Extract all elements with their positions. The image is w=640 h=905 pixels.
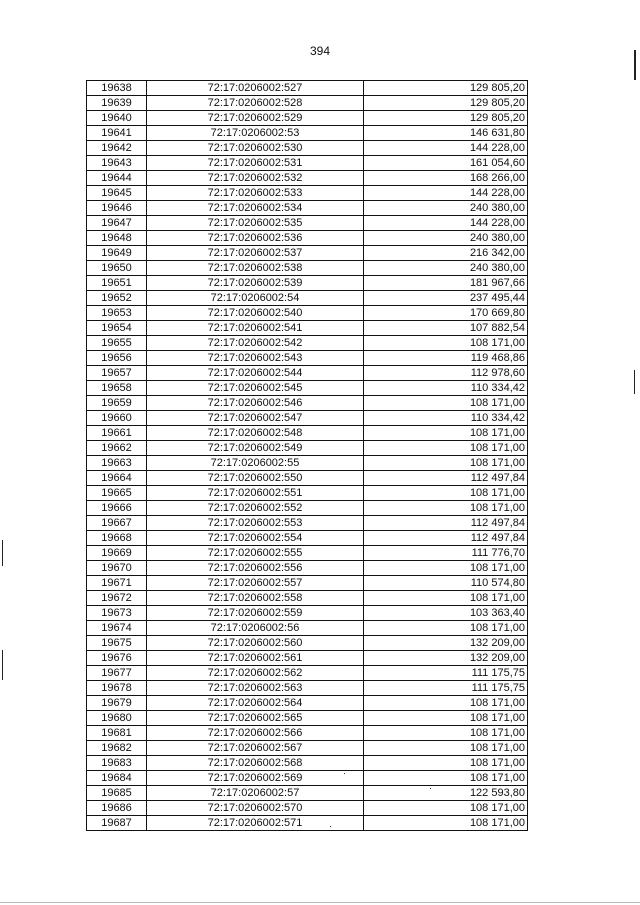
cadastral-number-cell: 72:17:0206002:534 (147, 201, 364, 216)
cadastral-number-cell: 72:17:0206002:536 (147, 231, 364, 246)
row-number-cell: 19638 (87, 81, 147, 96)
table-row (87, 651, 528, 666)
cadastral-value-cell: 103 363,40 (364, 606, 528, 621)
cadastral-number-cell: 72:17:0206002:553 (147, 516, 364, 531)
row-number-cell: 19663 (87, 456, 147, 471)
row-number-cell: 19654 (87, 321, 147, 336)
table-row (87, 321, 528, 336)
row-number-cell: 19675 (87, 636, 147, 651)
row-number-cell: 19674 (87, 621, 147, 636)
cadastral-number-cell: 72:17:0206002:528 (147, 96, 364, 111)
cadastral-value-cell: 122 593,80 (364, 786, 528, 801)
row-number-cell: 19686 (87, 801, 147, 816)
cadastral-value-cell: 110 334,42 (364, 381, 528, 396)
table-row (87, 516, 528, 531)
cadastral-number-cell: 72:17:0206002:533 (147, 186, 364, 201)
table-body (87, 81, 528, 831)
cadastral-number-cell: 72:17:0206002:557 (147, 576, 364, 591)
table-row (87, 591, 528, 606)
row-number-cell: 19682 (87, 741, 147, 756)
cadastral-number-cell: 72:17:0206002:546 (147, 396, 364, 411)
cadastral-number-cell: 72:17:0206002:571 (147, 816, 364, 831)
cadastral-value-cell: 161 054,60 (364, 156, 528, 171)
cadastral-value-cell: 108 171,00 (364, 501, 528, 516)
cadastral-value-table (86, 80, 528, 831)
cadastral-value-cell: 216 342,00 (364, 246, 528, 261)
row-number-cell: 19670 (87, 561, 147, 576)
row-number-cell: 19671 (87, 576, 147, 591)
cadastral-value-cell: 112 497,84 (364, 471, 528, 486)
cadastral-number-cell: 72:17:0206002:541 (147, 321, 364, 336)
table-row (87, 186, 528, 201)
row-number-cell: 19653 (87, 306, 147, 321)
cadastral-number-cell: 72:17:0206002:564 (147, 696, 364, 711)
row-number-cell: 19640 (87, 111, 147, 126)
cadastral-value-cell: 108 171,00 (364, 336, 528, 351)
table-row (87, 501, 528, 516)
row-number-cell: 19684 (87, 771, 147, 786)
cadastral-value-cell: 108 171,00 (364, 801, 528, 816)
table-row (87, 411, 528, 426)
cadastral-number-cell: 72:17:0206002:548 (147, 426, 364, 441)
cadastral-number-cell: 72:17:0206002:53 (147, 126, 364, 141)
cadastral-number-cell: 72:17:0206002:538 (147, 261, 364, 276)
cadastral-number-cell: 72:17:0206002:556 (147, 561, 364, 576)
row-number-cell: 19658 (87, 381, 147, 396)
row-number-cell: 19677 (87, 666, 147, 681)
cadastral-value-cell: 144 228,00 (364, 216, 528, 231)
row-number-cell: 19687 (87, 816, 147, 831)
table-row (87, 396, 528, 411)
cadastral-value-cell: 108 171,00 (364, 561, 528, 576)
row-number-cell: 19664 (87, 471, 147, 486)
row-number-cell: 19669 (87, 546, 147, 561)
table-row (87, 141, 528, 156)
table-row (87, 666, 528, 681)
cadastral-value-cell: 108 171,00 (364, 486, 528, 501)
table-row (87, 126, 528, 141)
table-row (87, 246, 528, 261)
cadastral-number-cell: 72:17:0206002:530 (147, 141, 364, 156)
cadastral-number-cell: 72:17:0206002:551 (147, 486, 364, 501)
row-number-cell: 19666 (87, 501, 147, 516)
cadastral-number-cell: 72:17:0206002:527 (147, 81, 364, 96)
cadastral-value-cell: 108 171,00 (364, 696, 528, 711)
cadastral-number-cell: 72:17:0206002:55 (147, 456, 364, 471)
cadastral-number-cell: 72:17:0206002:569 (147, 771, 364, 786)
table-row (87, 621, 528, 636)
cadastral-value-cell: 119 468,86 (364, 351, 528, 366)
cadastral-value-cell: 129 805,20 (364, 111, 528, 126)
cadastral-value-cell: 108 171,00 (364, 426, 528, 441)
cadastral-number-cell: 72:17:0206002:532 (147, 171, 364, 186)
cadastral-value-cell: 110 334,42 (364, 411, 528, 426)
row-number-cell: 19676 (87, 651, 147, 666)
cadastral-value-cell: 108 171,00 (364, 756, 528, 771)
row-number-cell: 19678 (87, 681, 147, 696)
table-row (87, 456, 528, 471)
row-number-cell: 19662 (87, 441, 147, 456)
row-number-cell: 19685 (87, 786, 147, 801)
scan-edge-mark (634, 50, 636, 80)
cadastral-value-cell: 108 171,00 (364, 816, 528, 831)
cadastral-value-cell: 108 171,00 (364, 456, 528, 471)
scan-dust-dot (430, 788, 431, 789)
table-row (87, 471, 528, 486)
cadastral-value-cell: 112 497,84 (364, 516, 528, 531)
table-row (87, 171, 528, 186)
row-number-cell: 19641 (87, 126, 147, 141)
cadastral-number-cell: 72:17:0206002:562 (147, 666, 364, 681)
table-row (87, 726, 528, 741)
cadastral-value-cell: 240 380,00 (364, 231, 528, 246)
table-row (87, 201, 528, 216)
cadastral-value-cell: 108 171,00 (364, 711, 528, 726)
row-number-cell: 19643 (87, 156, 147, 171)
cadastral-value-cell: 146 631,80 (364, 126, 528, 141)
cadastral-number-cell: 72:17:0206002:539 (147, 276, 364, 291)
table-row (87, 696, 528, 711)
cadastral-value-cell: 144 228,00 (364, 141, 528, 156)
cadastral-number-cell: 72:17:0206002:543 (147, 351, 364, 366)
table-row (87, 231, 528, 246)
scan-bottom-edge (0, 902, 640, 903)
cadastral-value-cell: 112 978,60 (364, 366, 528, 381)
table-row (87, 681, 528, 696)
row-number-cell: 19651 (87, 276, 147, 291)
table-row (87, 636, 528, 651)
table-row (87, 351, 528, 366)
row-number-cell: 19672 (87, 591, 147, 606)
cadastral-value-cell: 170 669,80 (364, 306, 528, 321)
table-row (87, 816, 528, 831)
table-row (87, 96, 528, 111)
cadastral-value-cell: 108 171,00 (364, 621, 528, 636)
cadastral-number-cell: 72:17:0206002:561 (147, 651, 364, 666)
scan-dust-dot (330, 826, 331, 827)
cadastral-number-cell: 72:17:0206002:54 (147, 291, 364, 306)
row-number-cell: 19649 (87, 246, 147, 261)
scan-dust-dot (344, 773, 345, 774)
row-number-cell: 19647 (87, 216, 147, 231)
cadastral-value-cell: 129 805,20 (364, 81, 528, 96)
cadastral-value-cell: 132 209,00 (364, 651, 528, 666)
cadastral-value-cell: 108 171,00 (364, 771, 528, 786)
table-row (87, 561, 528, 576)
row-number-cell: 19656 (87, 351, 147, 366)
table-row (87, 111, 528, 126)
row-number-cell: 19648 (87, 231, 147, 246)
table-row (87, 801, 528, 816)
cadastral-number-cell: 72:17:0206002:550 (147, 471, 364, 486)
cadastral-number-cell: 72:17:0206002:544 (147, 366, 364, 381)
row-number-cell: 19639 (87, 96, 147, 111)
cadastral-value-cell: 132 209,00 (364, 636, 528, 651)
row-number-cell: 19659 (87, 396, 147, 411)
cadastral-number-cell: 72:17:0206002:549 (147, 441, 364, 456)
row-number-cell: 19644 (87, 171, 147, 186)
row-number-cell: 19681 (87, 726, 147, 741)
row-number-cell: 19655 (87, 336, 147, 351)
cadastral-number-cell: 72:17:0206002:563 (147, 681, 364, 696)
table-row (87, 546, 528, 561)
row-number-cell: 19668 (87, 531, 147, 546)
row-number-cell: 19665 (87, 486, 147, 501)
table-row (87, 486, 528, 501)
row-number-cell: 19642 (87, 141, 147, 156)
row-number-cell: 19652 (87, 291, 147, 306)
table-row (87, 81, 528, 96)
table-row (87, 336, 528, 351)
cadastral-value-cell: 129 805,20 (364, 96, 528, 111)
row-number-cell: 19646 (87, 201, 147, 216)
cadastral-value-cell: 107 882,54 (364, 321, 528, 336)
row-number-cell: 19661 (87, 426, 147, 441)
row-number-cell: 19657 (87, 366, 147, 381)
cadastral-number-cell: 72:17:0206002:545 (147, 381, 364, 396)
row-number-cell: 19667 (87, 516, 147, 531)
cadastral-number-cell: 72:17:0206002:566 (147, 726, 364, 741)
cadastral-number-cell: 72:17:0206002:547 (147, 411, 364, 426)
table-row (87, 381, 528, 396)
cadastral-value-cell: 240 380,00 (364, 201, 528, 216)
row-number-cell: 19650 (87, 261, 147, 276)
cadastral-value-cell: 144 228,00 (364, 186, 528, 201)
cadastral-number-cell: 72:17:0206002:537 (147, 246, 364, 261)
cadastral-number-cell: 72:17:0206002:542 (147, 336, 364, 351)
table-row (87, 771, 528, 786)
cadastral-value-cell: 111 175,75 (364, 666, 528, 681)
table-row (87, 156, 528, 171)
cadastral-number-cell: 72:17:0206002:57 (147, 786, 364, 801)
table-row (87, 306, 528, 321)
table-row (87, 531, 528, 546)
page-number: 394 (309, 44, 331, 58)
cadastral-value-cell: 108 171,00 (364, 591, 528, 606)
row-number-cell: 19683 (87, 756, 147, 771)
cadastral-number-cell: 72:17:0206002:535 (147, 216, 364, 231)
table-row (87, 276, 528, 291)
row-number-cell: 19673 (87, 606, 147, 621)
cadastral-number-cell: 72:17:0206002:568 (147, 756, 364, 771)
cadastral-value-cell: 108 171,00 (364, 441, 528, 456)
table-row (87, 426, 528, 441)
cadastral-number-cell: 72:17:0206002:529 (147, 111, 364, 126)
scan-edge-mark (2, 650, 3, 680)
cadastral-value-cell: 108 171,00 (364, 726, 528, 741)
table-row (87, 711, 528, 726)
cadastral-value-cell: 237 495,44 (364, 291, 528, 306)
table-row (87, 261, 528, 276)
cadastral-number-cell: 72:17:0206002:565 (147, 711, 364, 726)
scan-edge-mark (2, 540, 3, 566)
table-row (87, 216, 528, 231)
cadastral-value-cell: 240 380,00 (364, 261, 528, 276)
cadastral-value-cell: 111 175,75 (364, 681, 528, 696)
table-row (87, 576, 528, 591)
row-number-cell: 19679 (87, 696, 147, 711)
cadastral-value-cell: 112 497,84 (364, 531, 528, 546)
cadastral-value-cell: 110 574,80 (364, 576, 528, 591)
cadastral-number-cell: 72:17:0206002:540 (147, 306, 364, 321)
cadastral-value-cell: 108 171,00 (364, 396, 528, 411)
table-row (87, 441, 528, 456)
cadastral-number-cell: 72:17:0206002:554 (147, 531, 364, 546)
cadastral-number-cell: 72:17:0206002:567 (147, 741, 364, 756)
cadastral-number-cell: 72:17:0206002:555 (147, 546, 364, 561)
cadastral-value-cell: 111 776,70 (364, 546, 528, 561)
row-number-cell: 19645 (87, 186, 147, 201)
scan-edge-mark (634, 370, 635, 394)
table-row (87, 786, 528, 801)
cadastral-number-cell: 72:17:0206002:560 (147, 636, 364, 651)
table-row (87, 291, 528, 306)
table-row (87, 756, 528, 771)
cadastral-number-cell: 72:17:0206002:558 (147, 591, 364, 606)
table-row (87, 606, 528, 621)
cadastral-number-cell: 72:17:0206002:56 (147, 621, 364, 636)
cadastral-number-cell: 72:17:0206002:559 (147, 606, 364, 621)
cadastral-number-cell: 72:17:0206002:570 (147, 801, 364, 816)
table-row (87, 741, 528, 756)
table-row (87, 366, 528, 381)
cadastral-number-cell: 72:17:0206002:531 (147, 156, 364, 171)
cadastral-value-cell: 108 171,00 (364, 741, 528, 756)
row-number-cell: 19680 (87, 711, 147, 726)
cadastral-value-cell: 168 266,00 (364, 171, 528, 186)
cadastral-value-cell: 181 967,66 (364, 276, 528, 291)
row-number-cell: 19660 (87, 411, 147, 426)
cadastral-number-cell: 72:17:0206002:552 (147, 501, 364, 516)
